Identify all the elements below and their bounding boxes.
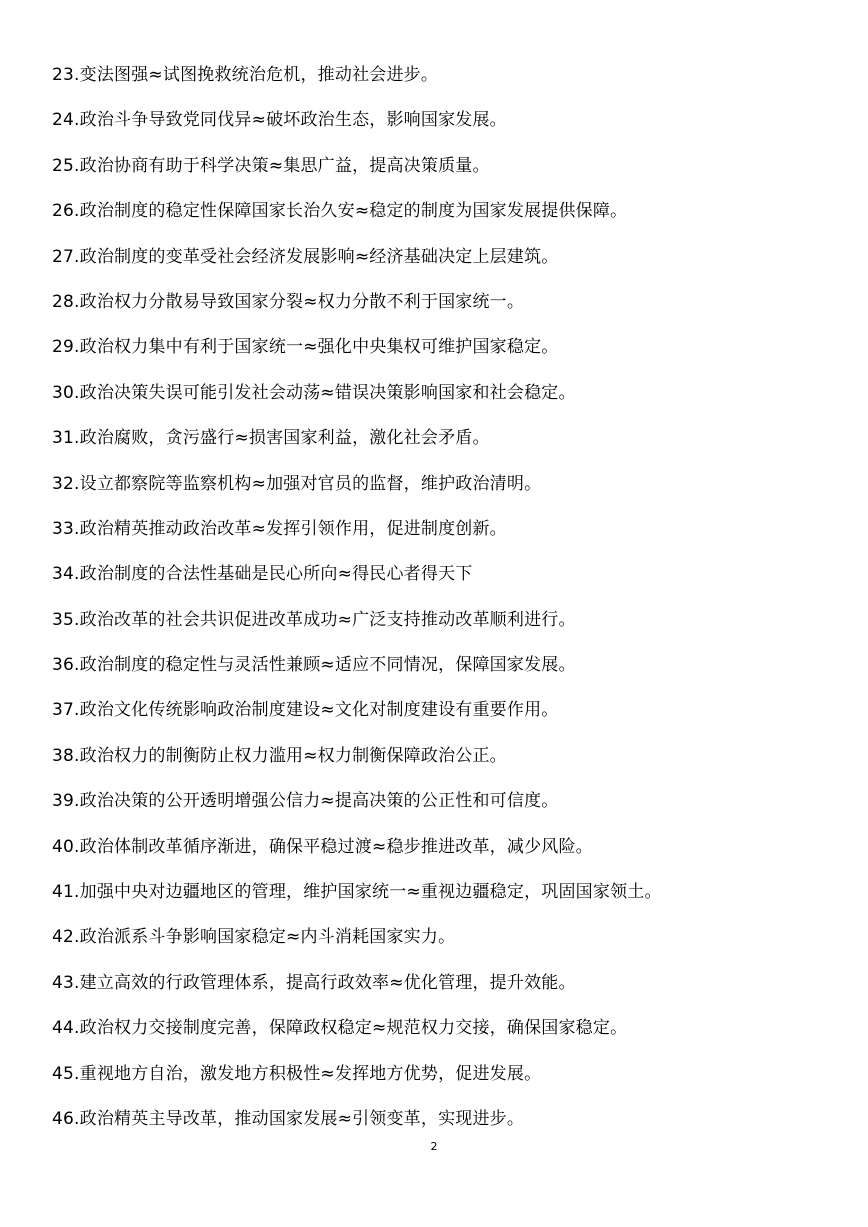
- list-item: 30.政治决策失误可能引发社会动荡≈错误决策影响国家和社会稳定。: [52, 382, 576, 403]
- list-item: 46.政治精英主导改革，推动国家发展≈引领变革，实现进步。: [52, 1108, 525, 1129]
- list-item: 41.加强中央对边疆地区的管理，维护国家统一≈重视边疆稳定，巩固国家领土。: [52, 882, 662, 903]
- list-item: 27.政治制度的变革受社会经济发展影响≈经济基础决定上层建筑。: [52, 246, 559, 267]
- list-item: 35.政治改革的社会共识促进改革成功≈广泛支持推动改革顺利进行。: [52, 609, 576, 630]
- list-item: 38.政治权力的制衡防止权力滥用≈权力制衡保障政治公正。: [52, 745, 507, 766]
- list-item: 37.政治文化传统影响政治制度建设≈文化对制度建设有重要作用。: [52, 700, 559, 721]
- list-item: 39.政治决策的公开透明增强公信力≈提高决策的公正性和可信度。: [52, 791, 559, 812]
- list-item: 43.建立高效的行政管理体系，提高行政效率≈优化管理，提升效能。: [52, 972, 576, 993]
- list-item: 42.政治派系斗争影响国家稳定≈内斗消耗国家实力。: [52, 927, 456, 948]
- list-item: 24.政治斗争导致党同伐异≈破坏政治生态，影响国家发展。: [52, 110, 507, 131]
- page-number: 2: [430, 1140, 438, 1153]
- list-item: 23.变法图强≈试图挽救统治危机，推动社会进步。: [52, 65, 439, 85]
- list-item: 40.政治体制改革循序渐进，确保平稳过渡≈稳步推进改革，减少风险。: [52, 836, 593, 857]
- list-item: 36.政治制度的稳定性与灵活性兼顾≈适应不同情况，保障国家发展。: [52, 655, 576, 676]
- list-item: 26.政治制度的稳定性保障国家长治久安≈稳定的制度为国家发展提供保障。: [52, 201, 628, 222]
- list-item: 33.政治精英推动政治改革≈发挥引领作用，促进制度创新。: [52, 518, 507, 539]
- list-item: 28.政治权力分散易导致国家分裂≈权力分散不利于国家统一。: [52, 291, 525, 312]
- statement-list: [52, 60, 662, 1149]
- list-item: 32.设立都察院等监察机构≈加强对官员的监督，维护政治清明。: [52, 473, 542, 494]
- list-item: 29.政治权力集中有利于国家统一≈强化中央集权可维护国家稳定。: [52, 337, 559, 358]
- list-item: 45.重视地方自治，激发地方积极性≈发挥地方优势，促进发展。: [52, 1063, 542, 1084]
- list-item: 34.政治制度的合法性基础是民心所向≈得民心者得天下: [52, 564, 473, 585]
- list-item: 25.政治协商有助于科学决策≈集思广益，提高决策质量。: [52, 155, 490, 176]
- list-item: 31.政治腐败，贪污盛行≈损害国家利益，激化社会矛盾。: [52, 428, 490, 449]
- list-item: 44.政治权力交接制度完善，保障政权稳定≈规范权力交接，确保国家稳定。: [52, 1018, 628, 1039]
